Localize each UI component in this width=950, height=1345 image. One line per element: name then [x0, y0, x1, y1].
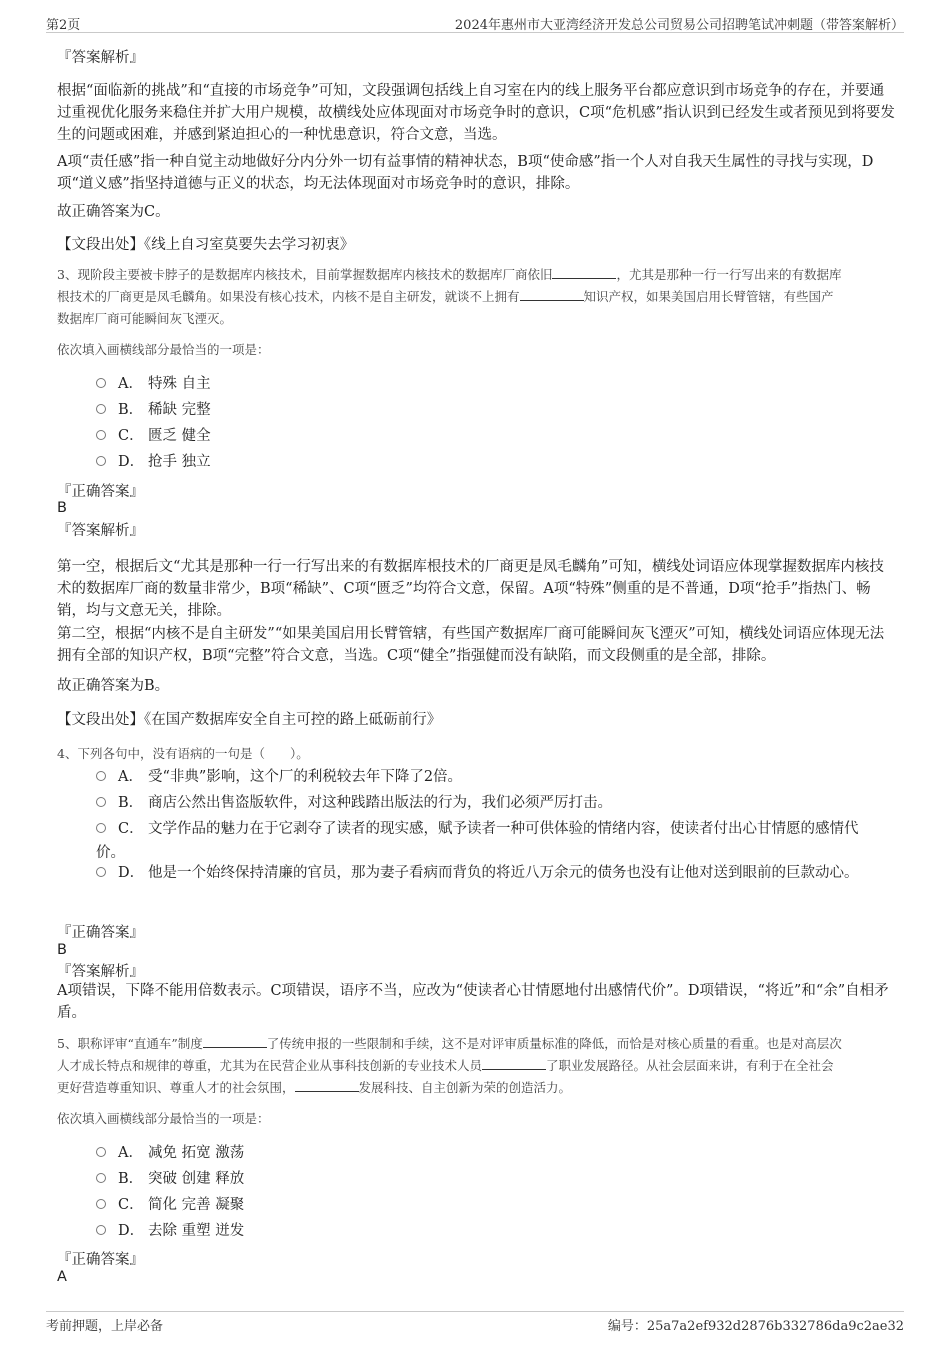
q3-option-a[interactable]: A． 特殊 自主 [96, 373, 211, 395]
q2-conclusion: 故正确答案为C。 [57, 204, 170, 220]
q4-stem: 4、下列各句中，没有语病的一句是（ ）。 [57, 746, 309, 761]
radio-button[interactable] [96, 797, 106, 807]
q3-conclusion: 故正确答案为B。 [57, 678, 170, 694]
answer-label: 『正确答案』 [57, 1252, 144, 1268]
radio-button[interactable] [96, 1147, 106, 1157]
answer-label: 『正确答案』 [57, 925, 144, 941]
radio-button[interactable] [96, 1173, 106, 1183]
q3-option-c[interactable]: C． 匮乏 健全 [96, 425, 211, 447]
q3-analysis-p2: 第二空，根据“内核不是自主研发”“如果美国启用长臂管辖，有些国产数据库厂商可能瞬间灰飞湮灭”可知，横线处词语应体现无法拥有全部的知识产权，B项“完整”符合文意，当选。C项“健全”指强健而没有缺陷，而文段侧重的是全部，排除。 [57, 626, 885, 664]
analysis-label: 『答案解析』 [57, 523, 144, 539]
q3-source: 【文段出处】《在国产数据库安全自主可控的路上砥砺前行》 [57, 712, 442, 728]
analysis-label: 『答案解析』 [57, 50, 144, 66]
q2-analysis-p1: 根据“面临新的挑战”和“直接的市场竞争”可知，文段强调包括线上自习室在内的线上服务平台都应意识到市场竞争的存在，并要通过重视优化服务来稳住并扩大用户规模，故横线处应体现面对市场竞争时的意识，C项“危机感”指认识到已经发生或者预见到将要发生的问题或困难，并感到紧迫担心的一种忧患意识，符合文意，当选。 [57, 83, 895, 143]
radio-button[interactable] [96, 771, 106, 781]
q3-stem: 3、现阶段主要被卡脖子的是数据库内核技术，目前掌握数据库内核技术的数据库厂商依旧 ，尤其是那种一行一行写出来的有数据库 根技术的厂商更是凤毛麟角。如果没有核心技术，内核不是自主研发，就谈不上拥有 知识产权，如果美国启用长臂管辖，有些国产 数据库厂商可能瞬间灰飞湮灭。 [57, 267, 842, 326]
q4-option-a[interactable]: A． 受“非典”影响，这个厂的利税较去年下降了2倍。 [96, 765, 886, 789]
radio-button[interactable] [96, 823, 106, 833]
q4-answer: B [57, 942, 67, 958]
radio-button[interactable] [96, 404, 106, 414]
q4-option-d[interactable]: D． 他是一个始终保持清廉的官员，那为妻子看病而背负的将近八万余元的债务也没有让他对送到眼前的巨款动心。 [96, 861, 886, 885]
q5-option-d[interactable]: D． 去除 重塑 迸发 [96, 1220, 244, 1242]
radio-button[interactable] [96, 1225, 106, 1235]
q5-answer: A [57, 1269, 67, 1285]
document-title: 2024年惠州市大亚湾经济开发总公司贸易公司招聘笔试冲刺题（带答案解析） [454, 18, 904, 33]
page-header [46, 12, 904, 33]
q5-prompt: 依次填入画横线部分最恰当的一项是： [57, 1111, 270, 1126]
radio-button[interactable] [96, 456, 106, 466]
q2-source: 【文段出处】《线上自习室莫要失去学习初衷》 [57, 237, 355, 253]
radio-button[interactable] [96, 1199, 106, 1209]
q3-answer: B [57, 500, 67, 516]
q5-option-a[interactable]: A． 减免 拓宽 激荡 [96, 1142, 244, 1164]
page-footer [46, 1311, 904, 1332]
radio-button[interactable] [96, 378, 106, 388]
q3-option-b[interactable]: B． 稀缺 完整 [96, 399, 211, 421]
q3-analysis-p1: 第一空，根据后文“尤其是那种一行一行写出来的有数据库根技术的厂商更是凤毛麟角”可知，横线处词语应体现掌握数据库内核技术的数据库厂商的数量非常少，B项“稀缺”、C项“匮乏”均符合文意，保留。A项“特殊”侧重的是不普通，D项“抢手”指热门、畅销，均与文意无关，排除。 [57, 559, 884, 619]
q4-option-c[interactable]: C． 文学作品的魅力在于它剥夺了读者的现实感，赋予读者一种可供体验的情绪内容，使读者付出心甘情愿的感情代价。 [96, 821, 859, 861]
q4-analysis: A项错误，下降不能用倍数表示。C项错误，语序不当，应改为“使读者心甘情愿地付出感情代价”。D项错误，“将近”和“余”自相矛盾。 [57, 983, 889, 1021]
answer-label: 『正确答案』 [57, 484, 144, 500]
analysis-label: 『答案解析』 [57, 964, 144, 980]
page-number: 第2页 [46, 18, 81, 33]
q4-option-b[interactable]: B． 商店公然出售盗版软件，对这种践踏出版法的行为，我们必须严厉打击。 [96, 791, 886, 815]
footer-slogan: 考前押题，上岸必备 [46, 1319, 164, 1334]
q5-stem: 5、职称评审“直通车”制度 了传统申报的一些限制和手续，这不是对评审质量标准的降低，而恰是对核心质量的看重。也是对高层次 人才成长特点和规律的尊重，尤其为在民营企业从事科技创新的专业技术人员 了职业发展路径。从社会层面来讲，有利于在全社会 更好营造尊重知识、尊重人才的社会氛围， 发展科技、自主创新为荣的创造活力。 [57, 1036, 842, 1095]
q5-option-c[interactable]: C． 简化 完善 凝聚 [96, 1194, 244, 1216]
q3-option-d[interactable]: D． 抢手 独立 [96, 451, 211, 473]
radio-button[interactable] [96, 430, 106, 440]
radio-button[interactable] [96, 867, 106, 877]
q3-prompt: 依次填入画横线部分最恰当的一项是： [57, 342, 270, 357]
footer-serial: 编号：25a7a2ef932d2876b332786da9c2ae32 [607, 1319, 904, 1334]
q2-analysis-p2: A项“责任感”指一种自觉主动地做好分内分外一切有益事情的精神状态，B项“使命感”指一个人对自我天生属性的寻找与实现，D项“道义感”指坚持道德与正义的状态，均无法体现面对市场竞争时的意识，排除。 [57, 154, 874, 192]
q5-option-b[interactable]: B． 突破 创建 释放 [96, 1168, 244, 1190]
